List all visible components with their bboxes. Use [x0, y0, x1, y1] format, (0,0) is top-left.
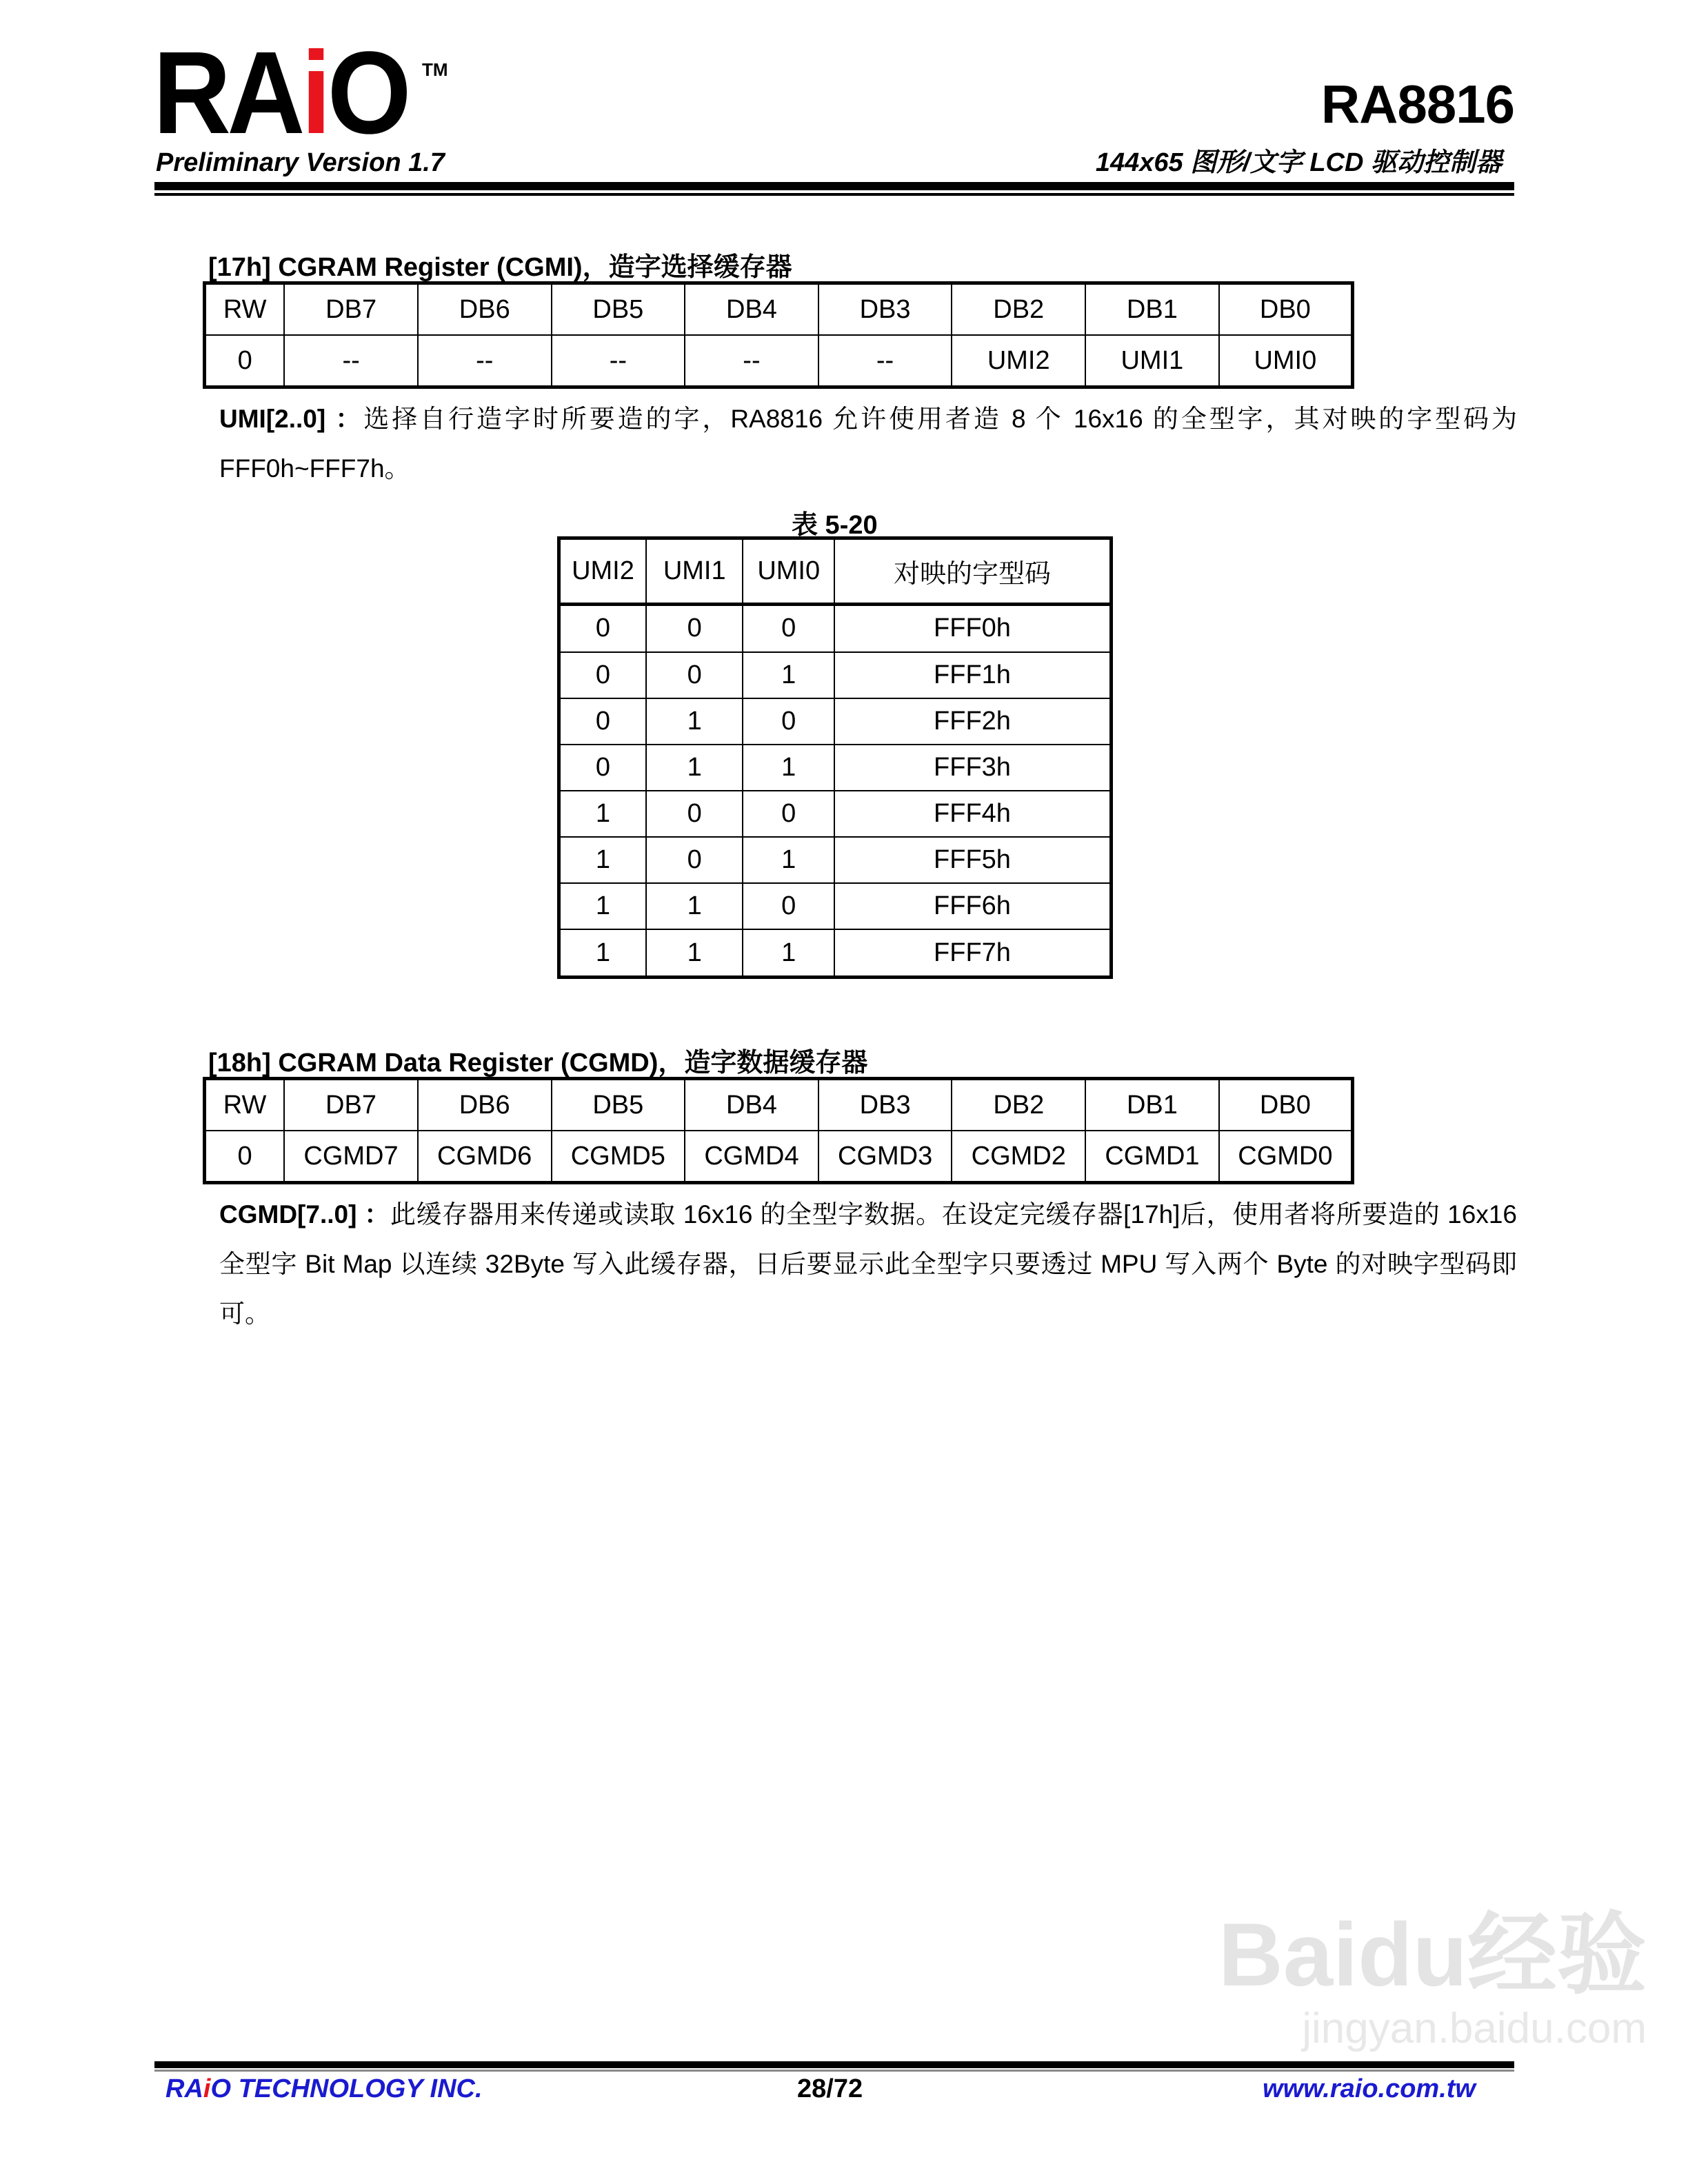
- bit-value: CGMD2: [952, 1131, 1085, 1183]
- table-cell: FFF7h: [834, 929, 1112, 977]
- column-header: UMI2: [559, 538, 646, 605]
- table-cell: 1: [559, 883, 646, 929]
- table-cell: 1: [743, 745, 834, 791]
- umi-description: UMI[2..0] ：选择自行造字时所要造的字，RA8816 允许使用者造 8 个 16x16 的全型字，其对映的字型码为 FFF0h~FFF7h。: [219, 405, 1517, 483]
- version-label: Preliminary Version 1.7: [156, 148, 445, 177]
- table-cell: FFF3h: [834, 745, 1112, 791]
- bit-header: DB5: [552, 1079, 685, 1131]
- column-header: 对映的字型码: [834, 538, 1112, 605]
- bit-header: DB2: [952, 1079, 1085, 1131]
- table-cell: 1: [646, 745, 743, 791]
- bit-value: --: [818, 335, 952, 387]
- bit-value: CGMD1: [1085, 1131, 1219, 1183]
- table-cell: 0: [559, 652, 646, 698]
- table-cell: 1: [646, 698, 743, 745]
- bit-value: UMI1: [1085, 335, 1219, 387]
- bit-value: 0: [205, 1131, 285, 1183]
- section-17h-title: [17h] CGRAM Register (CGMI)，造字选择缓存器: [208, 253, 792, 282]
- bit-header: DB3: [818, 1079, 952, 1131]
- bit-value: CGMD3: [818, 1131, 952, 1183]
- bit-header: DB6: [418, 283, 552, 336]
- table-cell: 1: [646, 929, 743, 977]
- footer-rule-thick: [154, 2061, 1514, 2068]
- header-row: [205, 283, 1353, 336]
- table-cell: 0: [646, 605, 743, 652]
- bit-header: DB0: [1219, 1079, 1353, 1131]
- bit-header: DB2: [952, 283, 1085, 336]
- umi-mapping-table: [557, 536, 1113, 979]
- table-cell: 1: [743, 652, 834, 698]
- bit-value: UMI0: [1219, 335, 1353, 387]
- header-row: [205, 1079, 1353, 1131]
- model-title: RA8816: [1320, 74, 1514, 134]
- cgmd-register-table: [203, 1077, 1354, 1184]
- bit-value: --: [552, 335, 685, 387]
- table-cell: FFF5h: [834, 837, 1112, 883]
- bit-header: DB1: [1085, 283, 1219, 336]
- bit-value: CGMD0: [1219, 1131, 1353, 1183]
- table-cell: 0: [559, 698, 646, 745]
- table-cell: 1: [646, 883, 743, 929]
- watermark-brand: Baidu经验: [1218, 1904, 1647, 2005]
- table-cell: 0: [743, 883, 834, 929]
- bit-value: CGMD7: [284, 1131, 418, 1183]
- trademark: TM: [422, 59, 448, 80]
- table-row: [559, 837, 1112, 883]
- column-header: UMI1: [646, 538, 743, 605]
- value-row: [205, 1131, 1353, 1183]
- bit-value: CGMD4: [685, 1131, 818, 1183]
- bit-value: --: [284, 335, 418, 387]
- bit-value: CGMD6: [418, 1131, 552, 1183]
- bit-header: RW: [205, 283, 285, 336]
- cgmi-register-table: [203, 281, 1354, 389]
- table-row: [559, 791, 1112, 837]
- table-cell: FFF0h: [834, 605, 1112, 652]
- table-row: [559, 929, 1112, 977]
- table-row: [559, 605, 1112, 652]
- column-header: UMI0: [743, 538, 834, 605]
- table-row: [559, 883, 1112, 929]
- header-rule-thin: [154, 193, 1514, 196]
- bit-header: DB3: [818, 283, 952, 336]
- bit-value: UMI2: [952, 335, 1085, 387]
- table-cell: 0: [743, 698, 834, 745]
- bit-header: DB6: [418, 1079, 552, 1131]
- page-number: 28/72: [797, 2074, 863, 2103]
- bit-header: DB4: [685, 1079, 818, 1131]
- bit-header: DB7: [284, 283, 418, 336]
- footer-company: RAiO TECHNOLOGY INC.: [165, 2074, 483, 2103]
- table-cell: FFF2h: [834, 698, 1112, 745]
- table-cell: FFF1h: [834, 652, 1112, 698]
- footer-url[interactable]: www.raio.com.tw: [1263, 2074, 1476, 2103]
- bit-value: CGMD5: [552, 1131, 685, 1183]
- bit-value: --: [685, 335, 818, 387]
- subtitle: 144x65 图形/文字 LCD 驱动控制器: [1095, 148, 1502, 177]
- bit-value: 0: [205, 335, 285, 387]
- bit-header: RW: [205, 1079, 285, 1131]
- watermark-url: jingyan.baidu.com: [1302, 2005, 1647, 2052]
- table-cell: 0: [743, 791, 834, 837]
- bit-header: DB5: [552, 283, 685, 336]
- section-18h-title: [18h] CGRAM Data Register (CGMD)，造字数据缓存器: [208, 1049, 868, 1078]
- table-cell: 1: [559, 837, 646, 883]
- bit-header: DB0: [1219, 283, 1353, 336]
- bit-header: DB4: [685, 283, 818, 336]
- header-rule-thick: [154, 182, 1514, 190]
- bit-header: DB1: [1085, 1079, 1219, 1131]
- value-row: [205, 335, 1353, 387]
- table-cell: 0: [646, 652, 743, 698]
- bit-value: --: [418, 335, 552, 387]
- table-cell: 0: [559, 605, 646, 652]
- table-cell: 1: [559, 791, 646, 837]
- table-caption: 表 5-20: [792, 511, 878, 540]
- raio-logo: RAiO: [153, 28, 408, 159]
- table-cell: FFF4h: [834, 791, 1112, 837]
- table-row: [559, 652, 1112, 698]
- footer-rule-thin: [154, 2070, 1514, 2072]
- header-row: [559, 538, 1112, 605]
- table-cell: 0: [559, 745, 646, 791]
- table-cell: 1: [743, 929, 834, 977]
- table-cell: FFF6h: [834, 883, 1112, 929]
- table-cell: 0: [743, 605, 834, 652]
- bit-header: DB7: [284, 1079, 418, 1131]
- table-cell: 1: [743, 837, 834, 883]
- table-row: [559, 745, 1112, 791]
- table-cell: 0: [646, 837, 743, 883]
- table-cell: 0: [646, 791, 743, 837]
- cgmd-description: CGMD[7..0] ：此缓存器用来传递或读取 16x16 的全型字数据。在设定完缓存器[17h]后，使用者将所要造的 16x16 全型字 Bit Map 以连续 32Byte 写入此缓存器，日后要显示此全型字只要透过 MPU 写入两个 Byte 的对映字型码即可。: [219, 1200, 1517, 1328]
- table-cell: 1: [559, 929, 646, 977]
- table-row: [559, 698, 1112, 745]
